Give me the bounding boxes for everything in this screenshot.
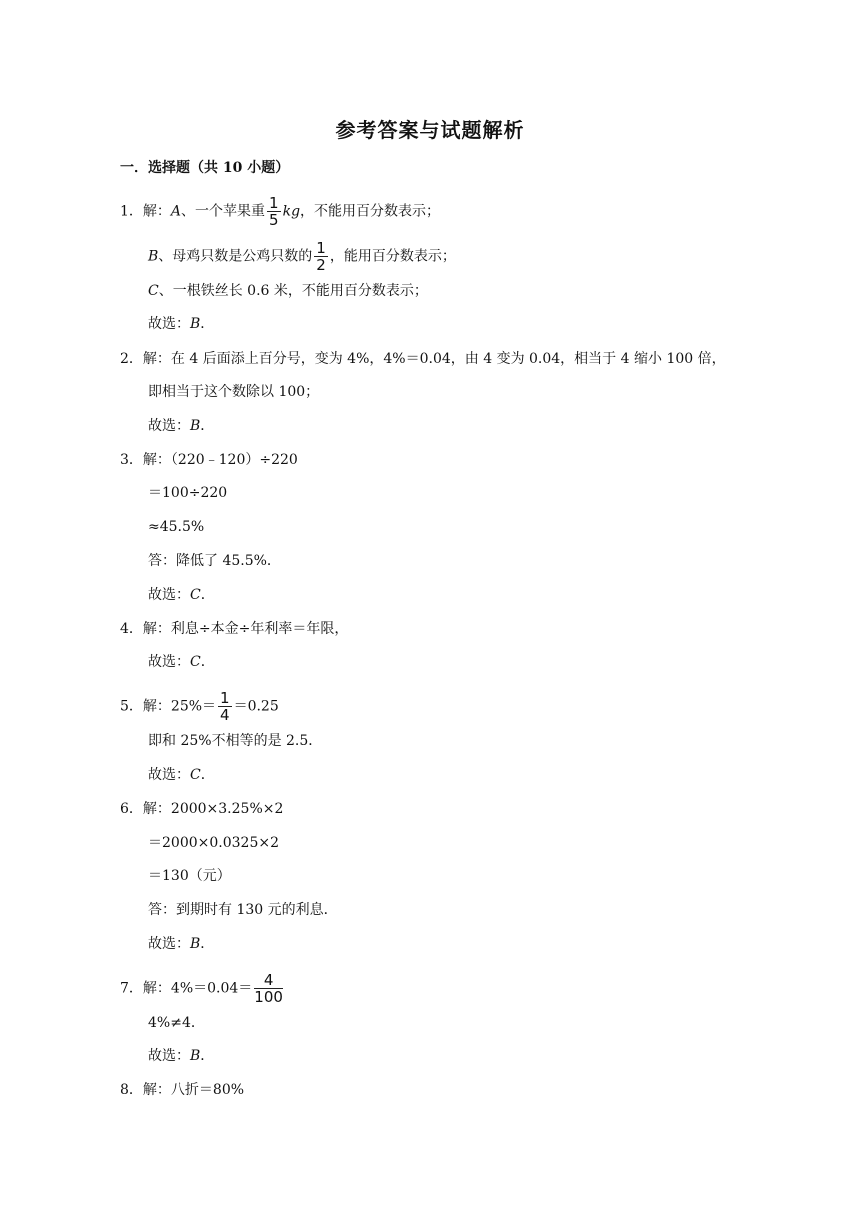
q7-choice — [148, 1046, 214, 1066]
q2-line1: 2．解：在 4 后面添上百分号，变为 4%，4%＝0.04，由 4 变为 0.04，相当于 4 缩小 100 倍， — [120, 351, 726, 367]
q1-a-frac-num: 1 — [269, 194, 279, 212]
q5-suffix: ＝0.25 — [233, 698, 279, 715]
q1-a-text: 、一个苹果重 — [181, 203, 266, 220]
q3-choice — [148, 585, 215, 605]
choice-letter: C — [190, 767, 201, 783]
choice-prefix: 故选： — [148, 654, 190, 670]
q1-choice — [148, 314, 214, 334]
choice-prefix: 故选： — [148, 936, 190, 952]
q5-prefix: 5．解：25%＝ — [120, 698, 217, 715]
q6-line3: ＝130（元） — [148, 868, 231, 884]
q1-b-letter: B — [148, 248, 159, 265]
section-heading: 一．选择题（共 10 小题） — [120, 160, 290, 176]
choice-letter: B — [190, 936, 201, 952]
q1-b-frac-num: 1 — [316, 239, 326, 257]
q7-line2: 4%≠4． — [148, 1015, 205, 1031]
q1-b-fraction — [314, 241, 328, 272]
choice-prefix: 故选： — [148, 316, 190, 332]
choice-prefix: 故选： — [148, 767, 190, 783]
choice-end: ． — [200, 936, 215, 952]
q6-line2: ＝2000×0.0325×2 — [148, 835, 279, 851]
q1-a-frac-den: 5 — [269, 211, 279, 229]
q5-fraction — [218, 691, 232, 722]
q7-frac-den: 100 — [254, 988, 283, 1006]
choice-end: ． — [200, 587, 215, 603]
choice-letter: B — [190, 418, 201, 434]
q1-line-a — [120, 196, 440, 227]
q5-frac-den: 4 — [220, 706, 230, 724]
q5-choice — [148, 765, 215, 785]
q1-a-suffix: ，不能用百分数表示； — [300, 203, 441, 220]
q3-line4: 答：降低了 45.5%． — [148, 553, 281, 569]
choice-end: ． — [200, 418, 215, 434]
choice-letter: C — [190, 587, 201, 603]
q5-line2: 即和 25%不相等的是 2.5． — [148, 733, 323, 749]
q6-line1: 6．解：2000×3.25%×2 — [120, 801, 284, 817]
choice-end: ． — [200, 654, 215, 670]
q1-line-b — [148, 241, 456, 272]
choice-end: ． — [200, 1048, 215, 1064]
choice-end: ． — [200, 767, 215, 783]
q6-line4: 答：到期时有 130 元的利息． — [148, 902, 338, 918]
choice-letter: C — [190, 654, 201, 670]
q7-fraction — [254, 973, 283, 1004]
q1-b-suffix: ，能用百分数表示； — [329, 248, 456, 265]
choice-prefix: 故选： — [148, 1048, 190, 1064]
q6-choice — [148, 934, 214, 954]
q7-frac-num: 4 — [263, 971, 274, 989]
q4-choice — [148, 652, 215, 672]
q1-prefix: 1．解： — [120, 203, 171, 220]
choice-prefix: 故选： — [148, 587, 190, 603]
q3-line3: ≈45.5% — [148, 519, 205, 535]
q2-choice — [148, 416, 214, 436]
q5-frac-num: 1 — [220, 689, 230, 707]
q1-line-c — [148, 281, 428, 301]
q2-line2: 即相当于这个数除以 100； — [148, 384, 320, 400]
page-title: 参考答案与试题解析 — [335, 118, 525, 142]
q1-c-text: 、一根铁丝长 0.6 米，不能用百分数表示； — [158, 283, 428, 299]
q1-b-text: 、母鸡只数是公鸡只数的 — [158, 248, 313, 265]
q3-line2: ＝100÷220 — [148, 485, 228, 501]
choice-end: ． — [200, 316, 215, 332]
q3-line1: 3．解：（220﹣120）÷220 — [120, 452, 298, 468]
q4-line1: 4．解：利息÷本金÷年利率＝年限， — [120, 621, 349, 637]
choice-letter: B — [190, 316, 201, 332]
q1-a-fraction — [267, 196, 281, 227]
q1-a-letter: A — [170, 203, 182, 220]
q1-b-frac-den: 2 — [316, 256, 326, 274]
choice-prefix: 故选： — [148, 418, 190, 434]
q1-c-letter: C — [148, 283, 159, 299]
q7-prefix: 7．解：4%＝0.04＝ — [120, 980, 253, 997]
choice-letter: B — [190, 1048, 201, 1064]
q7-line1 — [120, 973, 285, 1004]
q8-line1: 8．解：八折＝80% — [120, 1082, 245, 1098]
q5-line1 — [120, 691, 279, 722]
q1-a-unit: kg — [282, 203, 301, 220]
